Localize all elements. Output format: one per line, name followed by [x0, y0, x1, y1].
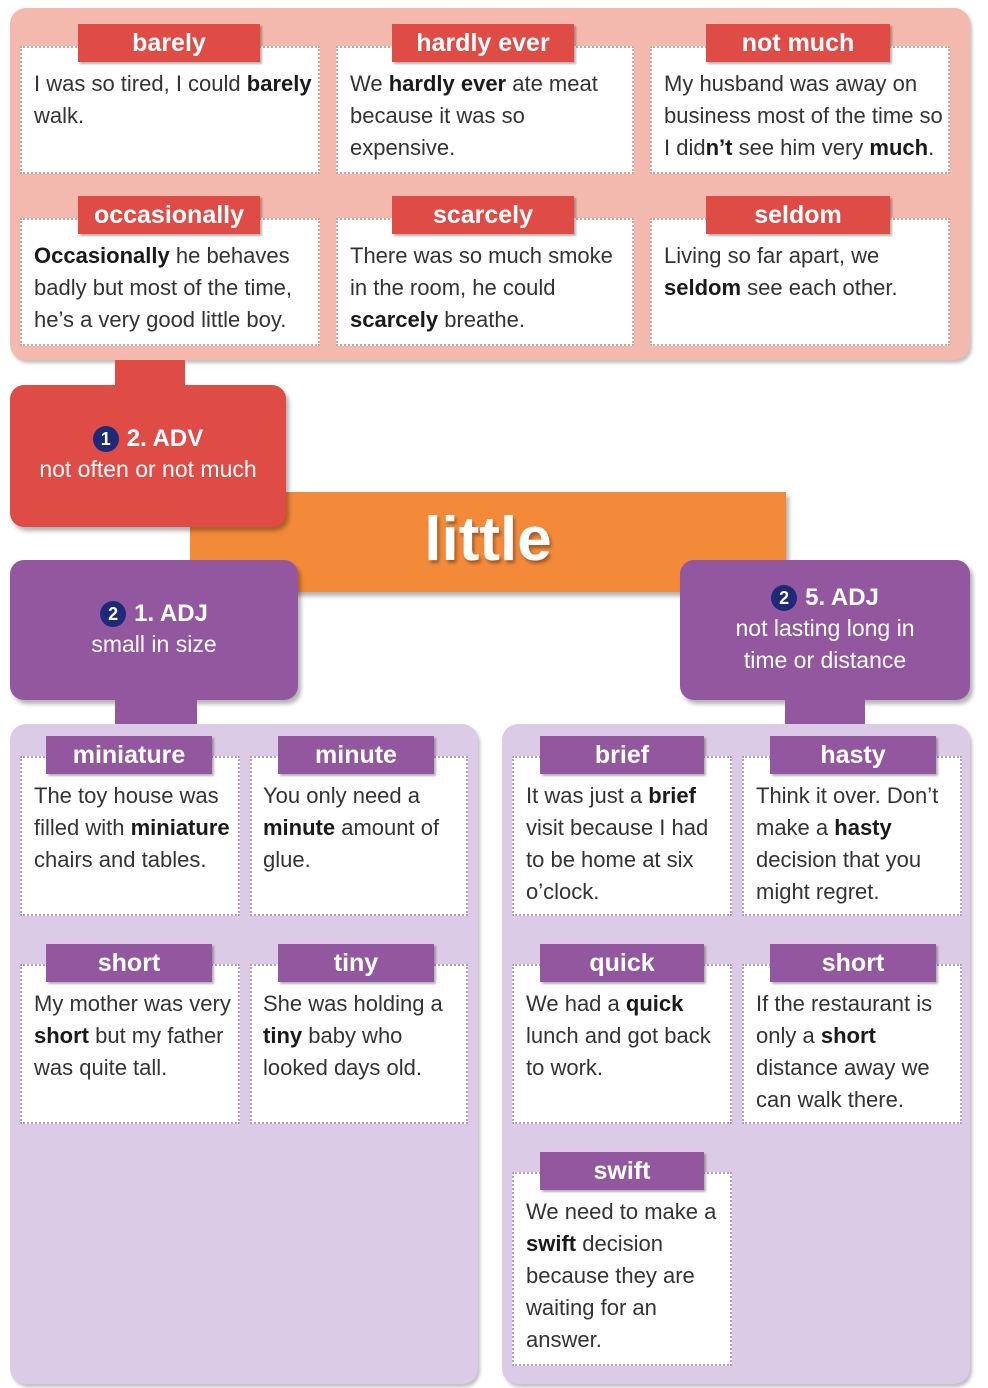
- synonym-tag-hasty: hasty: [770, 736, 936, 774]
- synonym-tag-scarcely: scarcely: [392, 196, 574, 234]
- example-quick: We had a quick lunch and got back to work.: [526, 991, 711, 1080]
- synonym-tag-barely: barely: [78, 24, 260, 62]
- sense-box-adj-time: [680, 560, 970, 700]
- synonym-tag-minute: minute: [278, 736, 434, 774]
- example-minute: You only need a minute amount of glue.: [263, 783, 440, 872]
- sense-gloss: small in size: [91, 631, 217, 657]
- synonym-tag-quick: quick: [540, 944, 704, 982]
- sense-code: 2. ADV: [126, 425, 204, 452]
- sense-gloss-line1: not lasting long in: [735, 615, 915, 641]
- synonym-tag-swift: swift: [540, 1152, 704, 1190]
- sense-number-badge: 1: [93, 426, 119, 452]
- synonym-tag-occasionally: occasionally: [78, 196, 260, 234]
- example-miniature: The toy house was filled with miniature chairs and tables.: [34, 783, 230, 872]
- synonym-tag-brief: brief: [540, 736, 704, 774]
- synonym-tag-short-distance: short: [770, 944, 936, 982]
- synonym-tag-miniature: miniature: [46, 736, 212, 774]
- connector-adj-small: [115, 698, 197, 726]
- synonym-tag-seldom: seldom: [706, 196, 890, 234]
- example-swift: We need to make a swift decision because they are waiting for an answer.: [526, 1199, 717, 1352]
- sense-number-badge: 2: [100, 601, 126, 627]
- synonym-tag-tiny: tiny: [278, 944, 434, 982]
- example-tiny: She was holding a tiny baby who looked days old.: [263, 991, 443, 1080]
- example-short-distance: If the restaurant is only a short distance away we can walk there.: [756, 991, 933, 1112]
- example-not-much: My husband was away on business most of the time so I didn’t see him very much.: [664, 71, 943, 160]
- synonym-tag-hardly-ever: hardly ever: [392, 24, 574, 62]
- sense-gloss: not often or not much: [39, 456, 257, 482]
- example-barely: I was so tired, I could barely walk.: [34, 71, 312, 128]
- example-occasionally: Occasionally he behaves badly but most of the time, he’s a very good little boy.: [34, 243, 293, 332]
- example-seldom: Living so far apart, we seldom see each other.: [664, 243, 898, 300]
- example-short-size: My mother was very short but my father was quite tall.: [34, 991, 231, 1080]
- synonym-tag-not-much: not much: [706, 24, 890, 62]
- example-scarcely: There was so much smoke in the room, he could scarcely breathe.: [350, 243, 613, 332]
- example-hasty: Think it over. Don’t make a hasty decision that you might regret.: [756, 783, 939, 904]
- connector-adj-time: [785, 698, 865, 726]
- example-hardly-ever: We hardly ever ate meat because it was so expensive.: [350, 71, 598, 160]
- sense-code: 5. ADJ: [805, 584, 879, 611]
- sense-number-badge: 2: [771, 585, 797, 611]
- headword: little: [424, 505, 552, 574]
- sense-box-adv: [10, 385, 286, 527]
- sense-box-adj-small: [10, 560, 298, 700]
- sense-code: 1. ADJ: [134, 600, 208, 627]
- sense-gloss-line2: time or distance: [743, 647, 907, 673]
- example-brief: It was just a brief visit because I had to be home at six o’clock.: [526, 783, 709, 904]
- synonym-tag-short-size: short: [46, 944, 212, 982]
